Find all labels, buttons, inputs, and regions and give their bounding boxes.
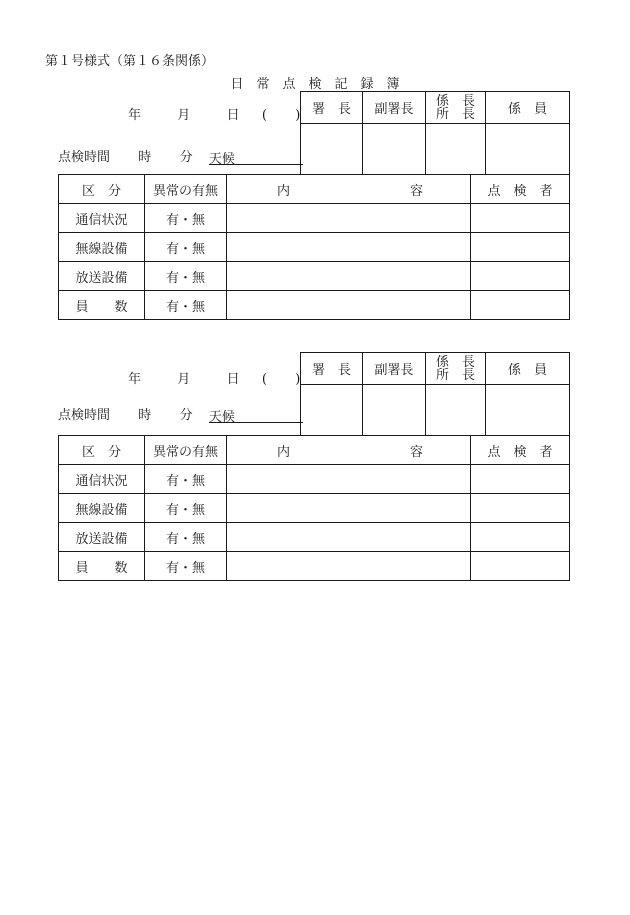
- row-category: 員 数: [59, 291, 145, 320]
- row-inspector-cell[interactable]: [471, 523, 570, 552]
- section-chief-bottom: 所 長: [435, 367, 475, 383]
- year-label: 年: [128, 108, 142, 123]
- col-content: [227, 436, 471, 465]
- weekday-open-paren: (: [261, 372, 267, 387]
- vice-chief-header: 副署長: [363, 92, 426, 124]
- chief-seal-box[interactable]: [301, 124, 363, 175]
- chief-seal-box[interactable]: [301, 385, 363, 436]
- row-category: 無線設備: [59, 494, 145, 523]
- table-row: [59, 204, 570, 233]
- section-chief-header: [426, 353, 486, 385]
- row-category: 無線設備: [59, 233, 145, 262]
- date-row: [128, 368, 300, 387]
- time-row: [58, 404, 303, 423]
- row-status[interactable]: 有・無: [145, 204, 227, 233]
- minute-label: 分: [179, 150, 193, 165]
- weekday-open-paren: (: [261, 108, 267, 123]
- section-chief-header: [426, 92, 486, 124]
- day-label: 日: [226, 108, 240, 123]
- chief-header: 署 長: [301, 353, 363, 385]
- hour-label: 時: [138, 150, 152, 165]
- row-category: 員 数: [59, 552, 145, 581]
- col-inspector: 点 検 者: [471, 436, 570, 465]
- col-content-left: 内: [277, 183, 291, 199]
- table-header-row: [59, 436, 570, 465]
- row-status[interactable]: 有・無: [145, 465, 227, 494]
- minute-label: 分: [179, 408, 193, 423]
- row-content-cell[interactable]: [227, 291, 471, 320]
- table-row: [59, 523, 570, 552]
- row-inspector-cell[interactable]: [471, 494, 570, 523]
- table-row: [59, 552, 570, 581]
- staff-header: 係 員: [486, 92, 570, 124]
- year-label: 年: [128, 372, 142, 387]
- row-category: 放送設備: [59, 262, 145, 291]
- vice-chief-seal-box[interactable]: [363, 385, 426, 436]
- inspection-table: [58, 174, 570, 320]
- vice-chief-header: 副署長: [363, 353, 426, 385]
- row-content-cell[interactable]: [227, 494, 471, 523]
- table-row: [59, 262, 570, 291]
- weather-field[interactable]: [209, 148, 303, 165]
- row-status[interactable]: 有・無: [145, 262, 227, 291]
- section-chief-seal-box[interactable]: [426, 385, 486, 436]
- row-inspector-cell[interactable]: [471, 262, 570, 291]
- row-inspector-cell[interactable]: [471, 233, 570, 262]
- table-row: [59, 465, 570, 494]
- table-row: [59, 291, 570, 320]
- hour-label: 時: [138, 408, 152, 423]
- date-row: [128, 104, 300, 123]
- row-status[interactable]: 有・無: [145, 494, 227, 523]
- weekday-close-paren: ): [295, 108, 301, 123]
- col-category: 区 分: [59, 436, 145, 465]
- col-content-right: 容: [410, 444, 424, 460]
- weather-label: 天候: [208, 152, 235, 167]
- col-content-left: 内: [277, 444, 291, 460]
- staff-seal-box[interactable]: [486, 385, 570, 436]
- row-category: 通信状況: [59, 465, 145, 494]
- row-category: 放送設備: [59, 523, 145, 552]
- section-chief-bottom: 所 長: [435, 106, 475, 122]
- chief-header: 署 長: [301, 92, 363, 124]
- weather-label: 天候: [208, 410, 235, 425]
- row-inspector-cell[interactable]: [471, 465, 570, 494]
- time-row: [58, 146, 303, 165]
- month-label: 月: [177, 372, 191, 387]
- col-content: [227, 175, 471, 204]
- table-row: [59, 233, 570, 262]
- row-inspector-cell[interactable]: [471, 552, 570, 581]
- weekday-close-paren: ): [295, 372, 301, 387]
- signature-table: [300, 91, 570, 175]
- inspection-table: [58, 435, 570, 581]
- row-status[interactable]: 有・無: [145, 523, 227, 552]
- day-label: 日: [226, 372, 240, 387]
- table-header-row: [59, 175, 570, 204]
- table-row: [59, 494, 570, 523]
- row-status[interactable]: 有・無: [145, 291, 227, 320]
- row-content-cell[interactable]: [227, 233, 471, 262]
- col-category: 区 分: [59, 175, 145, 204]
- staff-seal-box[interactable]: [486, 124, 570, 175]
- row-inspector-cell[interactable]: [471, 291, 570, 320]
- row-inspector-cell[interactable]: [471, 204, 570, 233]
- vice-chief-seal-box[interactable]: [363, 124, 426, 175]
- col-inspector: 点 検 者: [471, 175, 570, 204]
- month-label: 月: [177, 108, 191, 123]
- time-label: 点検時間: [58, 150, 111, 165]
- section-chief-top: 係 長: [435, 93, 475, 109]
- section-chief-top: 係 長: [435, 354, 475, 370]
- row-content-cell[interactable]: [227, 552, 471, 581]
- weather-field[interactable]: [209, 406, 303, 423]
- row-content-cell[interactable]: [227, 262, 471, 291]
- page-title: 日 常 点 検 記 録 簿: [230, 77, 400, 92]
- row-content-cell[interactable]: [227, 204, 471, 233]
- row-status[interactable]: 有・無: [145, 233, 227, 262]
- col-content-right: 容: [410, 183, 424, 199]
- signature-table: [300, 352, 570, 436]
- col-abnormality: 異常の有無: [145, 175, 227, 204]
- row-category: 通信状況: [59, 204, 145, 233]
- time-label: 点検時間: [58, 408, 111, 423]
- section-chief-seal-box[interactable]: [426, 124, 486, 175]
- row-status[interactable]: 有・無: [145, 552, 227, 581]
- col-abnormality: 異常の有無: [145, 436, 227, 465]
- staff-header: 係 員: [486, 353, 570, 385]
- row-content-cell[interactable]: [227, 465, 471, 494]
- form-number: 第１号様式（第１６条関係）: [45, 54, 215, 69]
- row-content-cell[interactable]: [227, 523, 471, 552]
